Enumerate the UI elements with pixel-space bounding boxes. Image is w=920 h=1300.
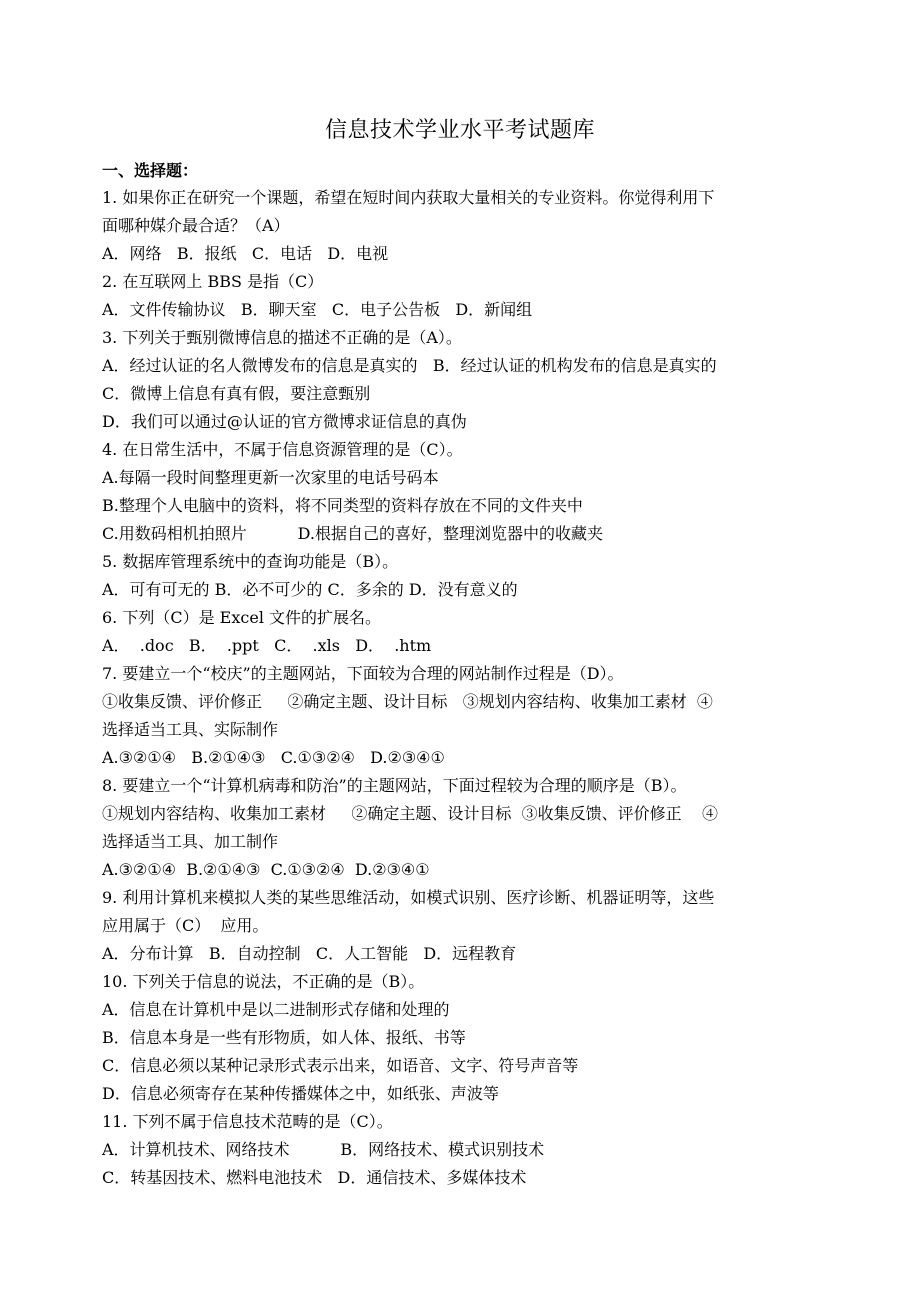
question-list [102,184,822,1192]
question-text: 11. 下列不属于信息技术范畴的是（C）。 [102,1112,393,1131]
answer-options: A．计算机技术、网络技术 B．网络技术、模式识别技术 [102,1140,545,1159]
answer-options: A.每隔一段时间整理更新一次家里的电话号码本 [102,468,439,487]
answer-options: B.整理个人电脑中的资料，将不同类型的资料存放在不同的文件夹中 [102,496,583,515]
answer-options: C.用数码相机拍照片 D.根据自己的喜好，整理浏览器中的收藏夹 [102,524,603,543]
answer-options: D．信息必须寄存在某种传播媒体之中，如纸张、声波等 [102,1084,499,1103]
answer-options: ①规划内容结构、收集加工素材 ②确定主题、设计目标 ③收集反馈、评价修正 ④ [102,804,718,823]
question-text: 3. 下列关于甄别微博信息的描述不正确的是（A）。 [102,328,462,347]
section-heading: 一、选择题： [102,161,199,180]
question-text: 6. 下列（C）是 Excel 文件的扩展名。 [102,608,382,627]
document-body [102,158,822,1192]
question-text: 4. 在日常生活中，不属于信息资源管理的是（C）。 [102,440,463,459]
question-text: 应用属于（C） 应用。 [102,916,269,935]
answer-options: A.③②①④ B.②①④③ C.①③②④ D.②③④① [102,748,445,767]
answer-options: 选择适当工具、加工制作 [102,832,279,851]
question-text: 5. 数据库管理系统中的查询功能是（B）。 [102,552,399,571]
answer-options: 选择适当工具、实际制作 [102,720,279,739]
answer-options: A．信息在计算机中是以二进制形式存储和处理的 [102,1000,450,1019]
answer-options: B．信息本身是一些有形物质，如人体、报纸、书等 [102,1028,466,1047]
document-title: 信息技术学业水平考试题库 [324,118,595,143]
answer-options: C．转基因技术、燃料电池技术 D．通信技术、多媒体技术 [102,1168,527,1187]
answer-options: A．网络 B．报纸 C．电话 D．电视 [102,244,389,263]
answer-options: A．分布计算 B．自动控制 C．人工智能 D．远程教育 [102,944,517,963]
answer-options: A．可有可无的 B．必不可少的 C．多余的 D．没有意义的 [102,580,518,599]
answer-options: D．我们可以通过@认证的官方微博求证信息的真伪 [102,412,467,431]
question-text: 9. 利用计算机来模拟人类的某些思维活动，如模式识别、医疗诊断、机器证明等，这些 [102,888,715,907]
question-text: 10. 下列关于信息的说法，不正确的是（B）。 [102,972,425,991]
question-text: 8. 要建立一个“计算机病毒和防治”的主题网站，下面过程较为合理的顺序是（B）。 [102,776,687,795]
question-text: 7. 要建立一个“校庆”的主题网站，下面较为合理的网站制作过程是（D）。 [102,664,624,683]
answer-options: A． .doc B． .ppt C． .xls D． .htm [102,636,432,655]
answer-options: A．经过认证的名人微博发布的信息是真实的 B．经过认证的机构发布的信息是真实的 [102,356,717,375]
answer-options: A．文件传输协议 B．聊天室 C．电子公告板 D．新闻组 [102,300,533,319]
answer-options: C．微博上信息有真有假，要注意甄别 [102,384,371,403]
answer-options: ①收集反馈、评价修正 ②确定主题、设计目标 ③规划内容结构、收集加工素材 ④ [102,692,713,711]
question-text: 2. 在互联网上 BBS 是指（C） [102,272,324,291]
answer-options: C．信息必须以某种记录形式表示出来，如语音、文字、符号声音等 [102,1056,579,1075]
question-text: 1. 如果你正在研究一个课题，希望在短时间内获取大量相关的专业资料。你觉得利用下 [102,188,715,207]
answer-options: A.③②①④ B.②①④③ C.①③②④ D.②③④① [102,860,430,879]
question-text: 面哪种媒介最合适？（A） [102,216,290,235]
